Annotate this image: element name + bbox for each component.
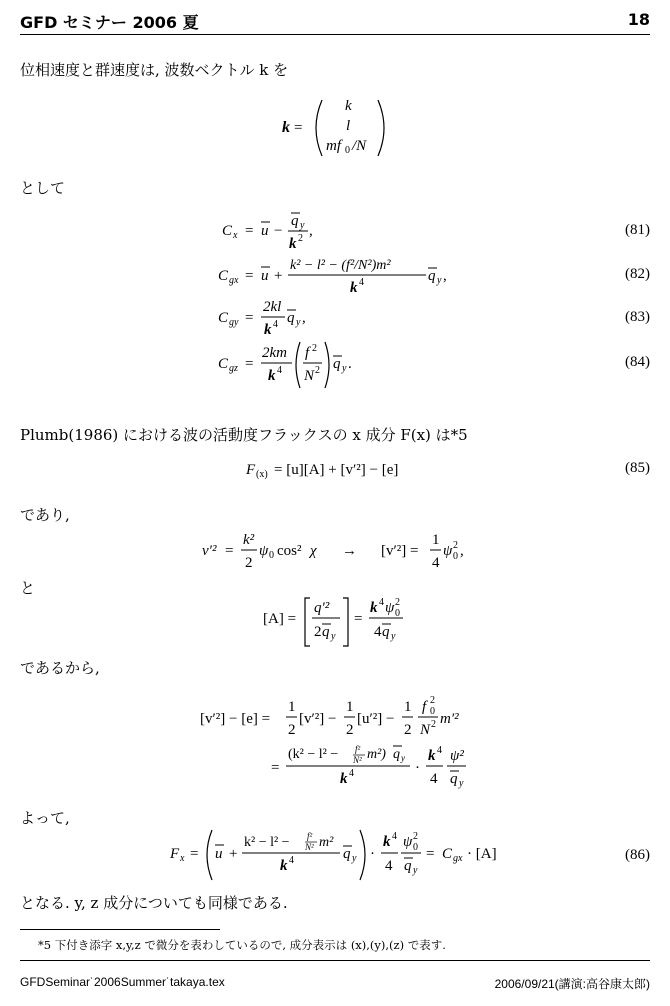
paragraph-yotte: よって, xyxy=(20,809,70,827)
svg-text:0: 0 xyxy=(395,608,400,619)
svg-text:4: 4 xyxy=(273,319,278,330)
svg-text:k: k xyxy=(340,771,348,787)
svg-text:m′²: m′² xyxy=(440,711,459,727)
svg-text:0: 0 xyxy=(413,842,418,853)
svg-text:k: k xyxy=(370,600,378,616)
svg-text:2: 2 xyxy=(430,695,435,706)
svg-text:N²: N² xyxy=(353,755,362,765)
svg-text:ψ: ψ xyxy=(385,600,395,616)
paragraph-dearukara: であるから, xyxy=(20,659,100,677)
svg-text:2: 2 xyxy=(346,722,354,738)
svg-text:f: f xyxy=(422,699,427,715)
svg-text:f: f xyxy=(305,345,310,361)
svg-text:q: q xyxy=(322,624,330,640)
svg-text:F: F xyxy=(246,462,256,478)
svg-text:=: = xyxy=(245,310,254,326)
svg-text:+: + xyxy=(229,846,238,862)
footnote-rule xyxy=(20,929,220,930)
svg-text:F: F xyxy=(170,846,180,862)
svg-text:1: 1 xyxy=(432,532,440,548)
equation-number-85: (85) xyxy=(625,460,650,476)
equation-number-86: (86) xyxy=(625,847,650,863)
svg-text:u: u xyxy=(215,846,223,862)
svg-text:ψ: ψ xyxy=(443,543,453,559)
page-header xyxy=(20,8,650,35)
svg-text:,: , xyxy=(309,223,313,239)
svg-text:x: x xyxy=(180,853,185,864)
svg-text:C: C xyxy=(222,223,233,239)
paragraph-conclusion: となる. y, z 成分についても同様である. xyxy=(20,894,288,912)
svg-text:,: , xyxy=(443,268,447,284)
svg-text:[A] =: [A] = xyxy=(263,611,297,627)
svg-text:y: y xyxy=(459,778,464,789)
svg-text:2: 2 xyxy=(315,365,320,376)
svg-text:2: 2 xyxy=(404,722,412,738)
svg-text:y: y xyxy=(352,853,357,864)
equation-number-83: (83) xyxy=(625,309,650,325)
svg-text:q: q xyxy=(333,356,341,372)
svg-text:f²: f² xyxy=(355,744,361,754)
svg-text:=: = xyxy=(354,611,363,627)
svg-text:k: k xyxy=(264,322,272,338)
svg-text:1: 1 xyxy=(346,699,354,715)
svg-text:q: q xyxy=(291,213,299,229)
svg-text:4: 4 xyxy=(437,745,442,756)
svg-text:k: k xyxy=(383,834,391,850)
footer-filename: GFDSeminar˙2006Summer˙takaya.tex xyxy=(20,975,225,989)
svg-text:x: x xyxy=(233,230,238,241)
svg-text:y: y xyxy=(300,220,305,231)
svg-text:y: y xyxy=(391,631,396,642)
svg-text:q: q xyxy=(287,310,295,326)
svg-text:N: N xyxy=(420,722,431,738)
svg-text:u: u xyxy=(261,268,269,284)
equation-derivation xyxy=(0,690,670,795)
header-title: GFD セミナー 2006 夏 xyxy=(20,13,199,32)
svg-text:C: C xyxy=(218,268,229,284)
svg-text:[u′²] −: [u′²] − xyxy=(357,711,395,727)
svg-text:gy: gy xyxy=(229,317,239,328)
svg-text:k² − l² −: k² − l² − xyxy=(244,835,290,850)
svg-text:=: = xyxy=(294,120,303,136)
paragraph-deari: であり, xyxy=(20,506,70,524)
svg-text:N: N xyxy=(304,368,315,384)
svg-text:l: l xyxy=(346,118,351,134)
svg-text:→: → xyxy=(342,543,357,559)
svg-text:2: 2 xyxy=(298,233,303,244)
svg-text:4: 4 xyxy=(392,831,397,842)
svg-text:q: q xyxy=(404,858,412,874)
svg-text:+: + xyxy=(274,268,283,284)
svg-text:,: , xyxy=(302,310,306,326)
svg-text:(k² − l² −: (k² − l² − xyxy=(288,747,339,762)
footer-date-author: 2006/09/21(講演:高谷康太郎) xyxy=(494,977,650,991)
svg-text:gz: gz xyxy=(229,363,238,374)
svg-text:1: 1 xyxy=(404,699,412,715)
page-number: 18 xyxy=(627,10,650,29)
svg-text:gx: gx xyxy=(229,275,239,286)
svg-text:C: C xyxy=(442,846,453,862)
svg-text:=: = xyxy=(245,223,254,239)
svg-text:4: 4 xyxy=(385,858,393,874)
svg-text:4: 4 xyxy=(349,768,354,779)
svg-text:k: k xyxy=(350,280,358,296)
svg-text:1: 1 xyxy=(288,699,296,715)
footnote: *5 下付き添字 x,y,z で微分を表わしているので, 成分表示は (x),(y),(z) で表す. xyxy=(38,938,446,952)
svg-text:k: k xyxy=(345,98,352,114)
paragraph-intro: 位相速度と群速度は, 波数ベクトル k を xyxy=(20,61,289,79)
svg-text:gx: gx xyxy=(453,853,463,864)
svg-text:k: k xyxy=(289,236,297,252)
svg-text:χ: χ xyxy=(310,543,317,559)
svg-text:k: k xyxy=(428,748,436,764)
svg-text:k: k xyxy=(280,858,288,874)
svg-text:2: 2 xyxy=(395,597,400,608)
svg-text:4: 4 xyxy=(289,855,294,866)
svg-text:y: y xyxy=(413,865,418,876)
svg-text:[v′²] =: [v′²] = xyxy=(381,543,419,559)
svg-text:m²: m² xyxy=(319,835,334,850)
equation-number-81: (81) xyxy=(625,222,650,238)
paragraph-plumb: Plumb(1986) における波の活動度フラックスの x 成分 F(x) は*5 xyxy=(20,426,468,444)
svg-text:y: y xyxy=(437,275,442,286)
svg-text:4: 4 xyxy=(432,555,440,571)
svg-text:0: 0 xyxy=(430,706,435,717)
svg-text:[v′²] −: [v′²] − xyxy=(299,711,337,727)
svg-text:2: 2 xyxy=(288,722,296,738)
svg-text:v′²: v′² xyxy=(202,543,217,559)
svg-text:q: q xyxy=(343,846,351,862)
svg-text:y: y xyxy=(296,317,301,328)
svg-text:2: 2 xyxy=(431,719,436,730)
svg-text:4: 4 xyxy=(277,365,282,376)
svg-text:k: k xyxy=(268,368,276,384)
svg-text:cos²: cos² xyxy=(277,543,302,559)
svg-text:q: q xyxy=(393,747,400,762)
svg-text:0: 0 xyxy=(453,551,458,562)
svg-text:2: 2 xyxy=(453,540,458,551)
svg-text:u: u xyxy=(261,223,269,239)
svg-text:2kl: 2kl xyxy=(263,299,282,315)
svg-text:q′²: q′² xyxy=(314,600,330,616)
svg-text:k² − l² − (f²/N²)m²: k² − l² − (f²/N²)m² xyxy=(290,258,391,273)
svg-text:N²: N² xyxy=(305,842,314,852)
equation-number-84: (84) xyxy=(625,354,650,370)
svg-text:ψ²: ψ² xyxy=(450,748,464,764)
svg-text:C: C xyxy=(218,356,229,372)
svg-text:=: = xyxy=(426,846,435,862)
svg-text:f²: f² xyxy=(307,831,313,841)
equation-block-81-84 xyxy=(0,205,670,390)
svg-text:m²): m²) xyxy=(367,747,386,762)
svg-text:mf: mf xyxy=(326,138,341,154)
equation-v-prime xyxy=(0,525,670,575)
svg-text:=: = xyxy=(271,760,280,776)
svg-text:2: 2 xyxy=(314,624,322,640)
svg-text:(x): (x) xyxy=(256,469,268,480)
svg-text:y: y xyxy=(342,363,347,374)
paragraph-toshite: として xyxy=(20,179,66,197)
svg-text:[v′²] − [e] =: [v′²] − [e] = xyxy=(200,711,271,727)
svg-text:y: y xyxy=(331,631,336,642)
equation-A xyxy=(0,590,670,650)
svg-text:0: 0 xyxy=(269,550,274,561)
svg-text:4: 4 xyxy=(430,771,438,787)
svg-text:2: 2 xyxy=(245,555,253,571)
svg-text:= [u][A] + [v′²] − [e]: = [u][A] + [v′²] − [e] xyxy=(274,462,399,478)
svg-text:=: = xyxy=(190,846,199,862)
svg-text:/N: /N xyxy=(352,138,367,154)
svg-text:−: − xyxy=(274,223,283,239)
svg-text:=: = xyxy=(245,356,254,372)
svg-text:y: y xyxy=(401,753,405,763)
svg-text:2: 2 xyxy=(413,831,418,842)
svg-text:,: , xyxy=(460,543,464,559)
svg-text:2: 2 xyxy=(312,343,317,354)
svg-text:.: . xyxy=(348,356,352,372)
svg-text:=: = xyxy=(225,543,234,559)
svg-text:2km: 2km xyxy=(262,345,287,361)
paragraph-to: と xyxy=(20,579,36,597)
svg-text:·: · xyxy=(370,846,375,862)
equation-85 xyxy=(0,456,670,486)
svg-text:q: q xyxy=(428,268,436,284)
svg-text:ψ: ψ xyxy=(259,543,269,559)
page-footer xyxy=(20,960,650,1001)
svg-text:k: k xyxy=(282,119,290,136)
svg-text:0: 0 xyxy=(345,145,350,156)
svg-text:k²: k² xyxy=(243,532,255,548)
svg-text:ψ: ψ xyxy=(403,834,413,850)
svg-text:·: · xyxy=(415,760,420,776)
svg-text:q: q xyxy=(382,624,390,640)
svg-text:=: = xyxy=(245,268,254,284)
equation-number-82: (82) xyxy=(625,266,650,282)
svg-text:q: q xyxy=(450,771,458,787)
svg-text:4: 4 xyxy=(379,597,384,608)
equation-86 xyxy=(0,820,670,885)
svg-text:· [A]: · [A] xyxy=(467,846,497,862)
svg-text:4: 4 xyxy=(359,277,364,288)
svg-text:4: 4 xyxy=(374,624,382,640)
svg-text:C: C xyxy=(218,310,229,326)
equation-k-vector xyxy=(0,88,670,168)
